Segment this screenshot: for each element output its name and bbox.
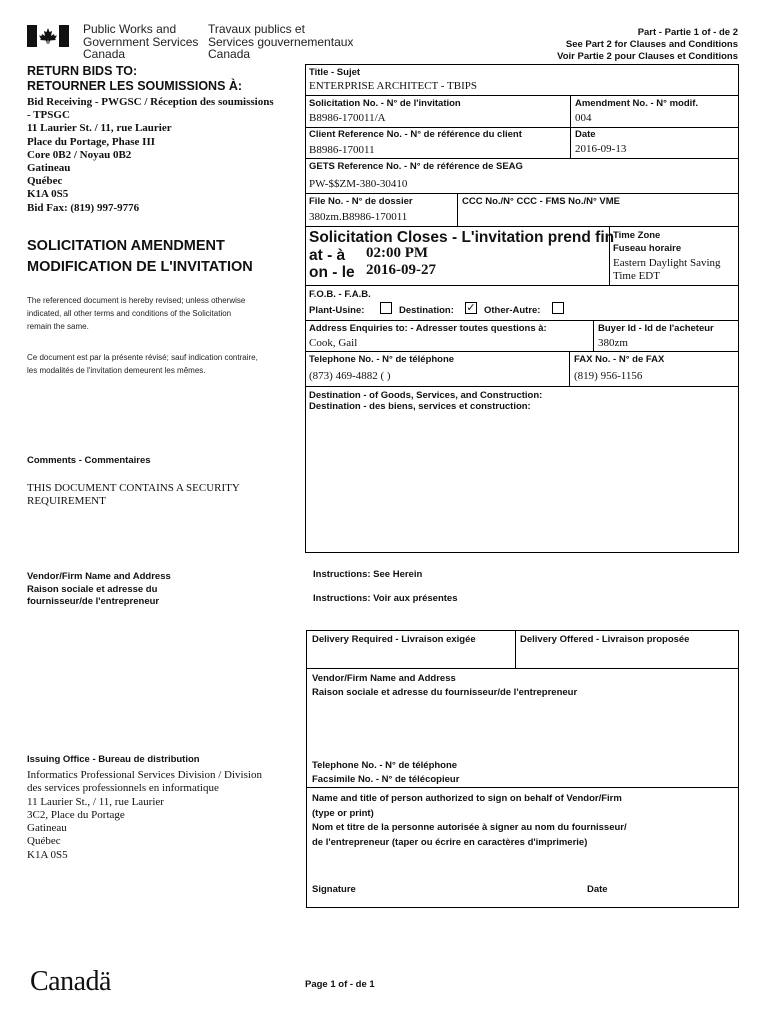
canada-flag-logo [27,25,69,47]
fob-label: F.O.B. - F.A.B. [309,289,371,300]
delivery-required-label: Delivery Required - Livraison exigée [312,634,476,645]
return-bids-address: Bid Receiving - PWGSC / Réception des soumissions - TPSGC 11 Laurier St. / 11, rue Laurier Place du Portage, Phase III Core 0B2 / Noyau 0B2 Gatineau Québec K1A 0S5 Bid Fax: (819) 997-9776 [27,96,274,214]
authorized-person-label: Name and title of person authorized to sign on behalf of Vendor/Firm (type or print) Nom et titre de la personne autorisée à signer au nom du fournisseur/ de l'entrepreneur (taper ou écrire en caractères d'imprimerie) [312,793,627,848]
buyer-id-label: Buyer Id - Id de l'acheteur [598,323,714,334]
telephone-value: (873) 469-4882 ( ) [309,370,391,382]
canada-wordmark: Canadä [30,966,111,997]
comments-label: Comments - Commentaires [27,455,151,466]
plant-usine-checkbox[interactable] [380,302,392,314]
client-ref-label: Client Reference No. - N° de référence du client [309,129,522,140]
fax-value: (819) 956-1156 [574,370,643,382]
closes-title: Solicitation Closes - L'invitation prend fin [309,229,615,246]
other-autre-label: Other-Autre: [484,305,541,316]
title-value: ENTERPRISE ARCHITECT - TBIPS [309,80,477,92]
solicitation-no-label: Solicitation No. - N° de l'invitation [309,98,461,109]
enquiries-value: Cook, Gail [309,337,358,349]
at-label: at - à [309,247,346,264]
on-label: on - le [309,264,355,281]
close-date-value: 2016-09-27 [366,262,436,278]
telephone-label: Telephone No. - N° de téléphone [309,354,455,365]
close-time-value: 02:00 PM [366,245,429,261]
delivery-offered-label: Delivery Offered - Livraison proposée [520,634,690,645]
solicitation-no-value: B8986-170011/A [309,112,386,124]
gets-ref-label: GETS Reference No. - N° de référence de SEAG [309,161,523,172]
destination-goods-label: Destination - of Goods, Services, and Construction: Destination - des biens, services et construction: [309,390,543,412]
amendment-no-label: Amendment No. - N° modif. [575,98,699,109]
date-value: 2016-09-13 [575,143,627,155]
fax-label: FAX No. - N° de FAX [574,354,665,365]
gov-name-fr: Travaux publics et Services gouvernementaux Canada [208,22,354,61]
destination-label: Destination: [399,305,454,316]
gov-name-en: Public Works and Government Services Canada [83,22,199,61]
part-info: Part - Partie 1 of - de 2 See Part 2 for Clauses and Conditions Voir Partie 2 pour Clauses et Conditions [557,27,738,62]
amendment-text-en: The referenced document is hereby revised; unless otherwise indicated, all other terms and conditions of the Solicitation remain the same. [27,296,246,331]
vendor-firm-field-label: Vendor/Firm Name and Address Raison sociale et adresse du fournisseur/de l'entrepreneur [312,673,578,698]
ccc-no-label: CCC No./N° CCC - FMS No./N° VME [462,196,621,207]
signature-date-label: Date [587,884,608,895]
buyer-id-value: 380zm [598,337,628,349]
client-ref-value: B8986-170011 [309,144,375,156]
time-zone-value: Eastern Daylight Saving Time EDT [613,257,721,282]
vendor-phone-fax-label: Telephone No. - N° de téléphone Facsimile No. - N° de télécopieur [312,760,460,785]
title-label: Title - Sujet [309,67,361,78]
amendment-text-fr: Ce document est par la présente révisé; sauf indication contraire, les modalités de l'invitation demeurent les mêmes. [27,353,258,375]
other-autre-checkbox[interactable] [552,302,564,314]
destination-checkbox[interactable] [465,302,477,314]
instructions-en: Instructions: See Herein [313,569,423,580]
date-label: Date [575,129,596,140]
file-no-label: File No. - N° de dossier [309,196,413,207]
time-zone-label: Time Zone Fuseau horaire [613,230,682,254]
file-no-value: 380zm.B8986-170011 [309,211,408,223]
instructions-fr: Instructions: Voir aux présentes [313,593,458,604]
amendment-no-value: 004 [575,112,592,124]
issuing-office-label: Issuing Office - Bureau de distribution [27,754,200,765]
issuing-office-address: Informatics Professional Services Division / Division des services professionnels en informatique 11 Laurier St., / 11, rue Laurier 3C2, Place du Portage Gatineau Québec K1A 0S5 [27,769,262,861]
signature-label: Signature [312,884,356,895]
page-number: Page 1 of - de 1 [305,979,375,990]
vendor-firm-label: Vendor/Firm Name and Address Raison sociale et adresse du fournisseur/de l'entrepreneur [27,571,171,607]
gets-ref-value: PW-$$ZM-380-30410 [309,178,408,190]
amendment-title: SOLICITATION AMENDMENT MODIFICATION DE L'INVITATION [27,238,253,275]
checkmark-icon: ✓ [466,301,476,314]
comments-value: THIS DOCUMENT CONTAINS A SECURITY REQUIREMENT [27,482,240,507]
return-bids-title: RETURN BIDS TO: RETOURNER LES SOUMISSIONS À: [27,64,243,93]
plant-usine-label: Plant-Usine: [309,305,365,316]
enquiries-label: Address Enquiries to: - Adresser toutes questions à: [309,323,547,334]
